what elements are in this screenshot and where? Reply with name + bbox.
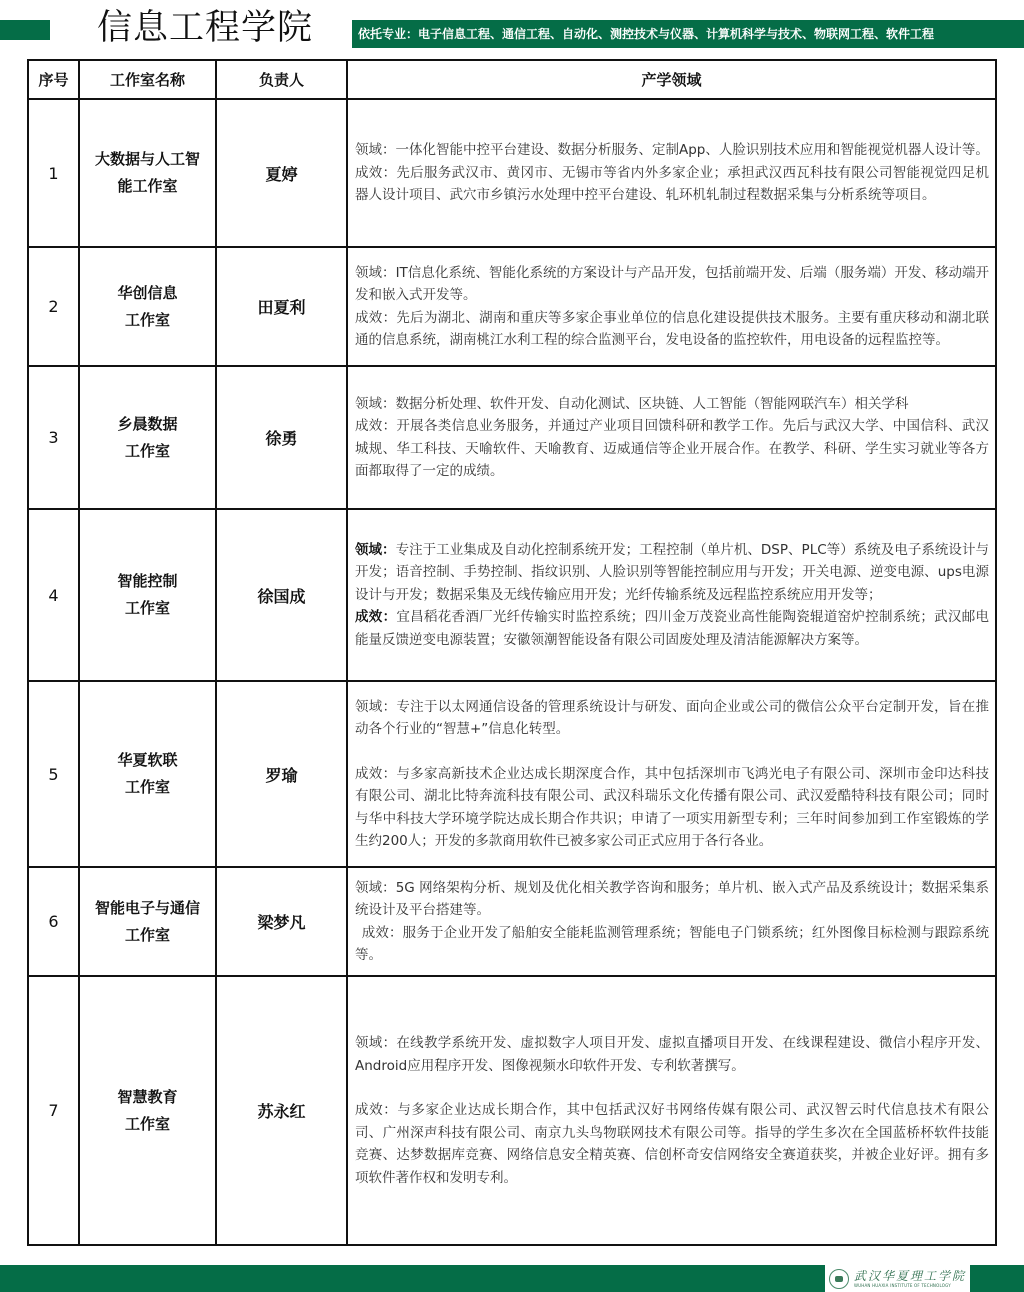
- studio-name-line: 智慧教育: [117, 1087, 178, 1106]
- table-row: [28, 366, 996, 509]
- field-label: 领域：: [355, 698, 397, 715]
- result-paragraph: [355, 763, 989, 853]
- row-number: 5: [28, 681, 79, 867]
- field-text: IT信息化系统、智能化系统的方案设计与产品开发，包括前端开发、后端（服务端）开发、移动端开发和嵌入式开发等。: [355, 264, 990, 303]
- studio-lead: 徐勇: [216, 366, 347, 509]
- result-text: 先后服务武汉市、黄冈市、无锡市等省内外多家企业；承担武汉西瓦科技有限公司智能视觉四足机器人设计项目、武穴市乡镇污水处理中控平台建设、轧环机轧制过程数据采集与分析系统等项目。: [355, 164, 990, 204]
- studio-lead: 徐国成: [216, 509, 347, 681]
- table-row: [28, 976, 996, 1245]
- header-accent-bar: [0, 20, 50, 40]
- table-row: [28, 247, 996, 366]
- studio-name: [79, 509, 216, 681]
- field-text: 专注于以太网通信设备的管理系统设计与研发、面向企业或公司的微信公众平台定制开发，旨在推动各个行业的“智慧+”信息化转型。: [355, 698, 990, 737]
- table-row: [28, 867, 996, 976]
- field-text: 5G 网络架构分析、规划及优化相关教学咨询和服务；单片机、嵌入式产品及系统设计；数据采集系统设计及平台搭建等。: [355, 879, 990, 918]
- studio-lead: 梁梦凡: [216, 867, 347, 976]
- result-text: 与多家高新技术企业达成长期深度合作，其中包括深圳市飞鸿光电子有限公司、深圳市金印达科技有限公司、湖北比特奔流科技有限公司、武汉科瑞乐文化传播有限公司、武汉爱酷特科技有限公司；同时与华中科技大学环境学院达成长期合作共识；申请了一项实用新型专利；三年时间参加到工作室锻炼的学生约200人；开发的多款商用软件已被多家公司正式应用于各行各业。: [355, 765, 990, 849]
- studio-name-line: 大数据与人工智: [94, 150, 200, 168]
- result-paragraph: [355, 922, 989, 967]
- studio-name-line: 智能电子与通信: [94, 898, 200, 917]
- studio-lead: 夏婷: [216, 99, 347, 247]
- row-number: 3: [28, 366, 79, 509]
- field-paragraph: [355, 1032, 989, 1077]
- result-text: 与多家企业达成长期合作，其中包括武汉好书网络传媒有限公司、武汉智云时代信息技术有限公司、广州深声科技有限公司、南京九头鸟物联网技术有限公司等。指导的学生多次在全国蓝桥杯软件技能竞赛、达梦数据库竞赛、网络信息安全精英赛、信创杯奇安信网络安全赛道获奖，并被企业好评。拥有多项软件著作权和发明专利。: [355, 1102, 990, 1186]
- field-label: 领域：: [355, 142, 396, 159]
- column-header-field: 产学领域: [347, 60, 996, 99]
- studio-name-line: 智能控制: [117, 572, 178, 590]
- studio-name: [79, 366, 216, 509]
- result-text: 宜昌稻花香酒厂光纤传输实时监控系统；四川金万茂瓷业高性能陶瓷辊道窑炉控制系统；武汉邮电能量反馈逆变电源装置；安徽领潮智能设备有限公司固废处理及清洁能源解决方案等。: [355, 609, 990, 648]
- page-title: 信息工程学院: [97, 8, 314, 48]
- field-paragraph: [355, 139, 989, 162]
- studio-name: [79, 247, 216, 366]
- field-paragraph: [355, 262, 989, 307]
- row-number: 1: [28, 99, 79, 247]
- studio-name-line: 工作室: [124, 310, 170, 329]
- field-paragraph: [355, 877, 989, 922]
- studio-field: [347, 681, 996, 867]
- column-header-name: 工作室名称: [79, 60, 216, 99]
- row-number: 4: [28, 509, 79, 681]
- studio-field: [347, 99, 996, 247]
- studio-name-line: 工作室: [124, 441, 170, 460]
- field-label: 领域：: [355, 264, 396, 281]
- studio-field: [347, 867, 996, 976]
- column-header-no: 序号: [28, 60, 79, 99]
- studio-name-line: 工作室: [124, 599, 170, 617]
- table-row: [28, 681, 996, 867]
- result-paragraph: [355, 307, 989, 352]
- column-header-lead: 负责人: [216, 60, 347, 99]
- row-number: 7: [28, 976, 79, 1245]
- college-logo: [825, 1265, 970, 1292]
- result-label: 成效：: [355, 418, 397, 434]
- field-text: 专注于工业集成及自动化控制系统开发；工程控制（单片机、DSP、PLC等）系统及电子系统设计与开发；语音控制、手势控制、指纹识别、人脸识别等智能控制应用与开发；开关电源、逆变电源、ups电源设计与开发；数据采集及无线传输应用开发；光纤传输系统及远程监控系统应用开发等；: [355, 541, 989, 603]
- field-label: 领域：: [355, 541, 396, 558]
- field-paragraph: [355, 539, 989, 607]
- result-paragraph: [355, 606, 989, 651]
- studio-field: [347, 509, 996, 681]
- result-paragraph: [355, 162, 989, 207]
- studio-name: [79, 99, 216, 247]
- studio-name: [79, 681, 216, 867]
- result-label: 成效：: [355, 609, 397, 626]
- studio-name-line: 华创信息: [117, 283, 178, 302]
- table-header-row: [28, 60, 996, 99]
- studio-name-line: 工作室: [124, 925, 170, 944]
- logo-chinese-name: 武汉华夏理工学院: [854, 1268, 967, 1283]
- table-row: [28, 509, 996, 681]
- studio-name-line: 工作室: [124, 778, 170, 796]
- field-paragraph: [355, 393, 989, 416]
- result-text: 先后为湖北、湖南和重庆等多家企事业单位的信息化建设提供技术服务。主要有重庆移动和湖北联通的信息系统，湖南桃江水利工程的综合监测平台，发电设备的监控软件，用电设备的远程监控等。: [355, 309, 990, 348]
- studio-field: [347, 976, 996, 1245]
- studio-lead: 罗瑜: [216, 681, 347, 867]
- field-paragraph: [355, 696, 989, 741]
- result-text: 服务于企业开发了船舶安全能耗监测管理系统；智能电子门锁系统；红外图像目标检测与跟踪系统等。: [355, 924, 990, 963]
- supporting-majors-banner: 依托专业：电子信息工程、通信工程、自动化、测控技术与仪器、计算机科学与技术、物联网工程、软件工程: [352, 20, 1024, 48]
- studio-field: [347, 366, 996, 509]
- studio-name: [79, 976, 216, 1245]
- field-label: 领域：: [355, 879, 396, 896]
- field-label: 领域：: [355, 395, 396, 412]
- studio-name-line: 能工作室: [117, 177, 178, 195]
- studio-field: [347, 247, 996, 366]
- college-seal-icon: [829, 1269, 849, 1289]
- studio-lead: 苏永红: [216, 976, 347, 1245]
- studio-name-line: 工作室: [124, 1114, 170, 1133]
- result-label: 成效：: [355, 309, 397, 326]
- paragraph-gap: [355, 741, 989, 763]
- paragraph-gap: [355, 1077, 989, 1099]
- field-text: 数据分析处理、软件开发、自动化测试、区块链、人工智能（智能网联汽车）相关学科: [395, 395, 909, 412]
- studio-name: [79, 867, 216, 976]
- field-text: 一体化智能中控平台建设、数据分析服务、定制App、人脸识别技术应用和智能视觉机器人设计等。: [395, 142, 989, 159]
- studio-table: [27, 59, 997, 1246]
- row-number: 2: [28, 247, 79, 366]
- field-text: 在线教学系统开发、虚拟数字人项目开发、虚拟直播项目开发、在线课程建设、微信小程序开发、Android应用程序开发、图像视频水印软件开发、专利软著撰写。: [355, 1035, 990, 1074]
- result-label: 成效：: [355, 164, 397, 181]
- studio-name-line: 华夏软联: [117, 751, 178, 769]
- field-label: 领域：: [355, 1035, 397, 1051]
- result-paragraph: [355, 1099, 989, 1189]
- table-row: [28, 99, 996, 247]
- studio-lead: 田夏利: [216, 247, 347, 366]
- logo-english-name: WUHAN HUAXIA INSTITUTE OF TECHNOLOGY: [854, 1282, 951, 1288]
- result-paragraph: [355, 415, 989, 483]
- result-label: 成效：: [361, 924, 403, 941]
- logo-text: [854, 1270, 966, 1288]
- result-label: 成效：: [355, 1102, 398, 1118]
- row-number: 6: [28, 867, 79, 976]
- result-label: 成效：: [355, 765, 397, 782]
- studio-name-line: 乡晨数据: [117, 414, 178, 433]
- result-text: 开展各类信息业务服务，并通过产业项目回馈科研和教学工作。先后与武汉大学、中国信科、武汉城规、华工科技、天喻软件、天喻教育、迈威通信等企业开展合作。在教学、科研、学生实习就业等各方面都取得了一定的成绩。: [355, 418, 990, 479]
